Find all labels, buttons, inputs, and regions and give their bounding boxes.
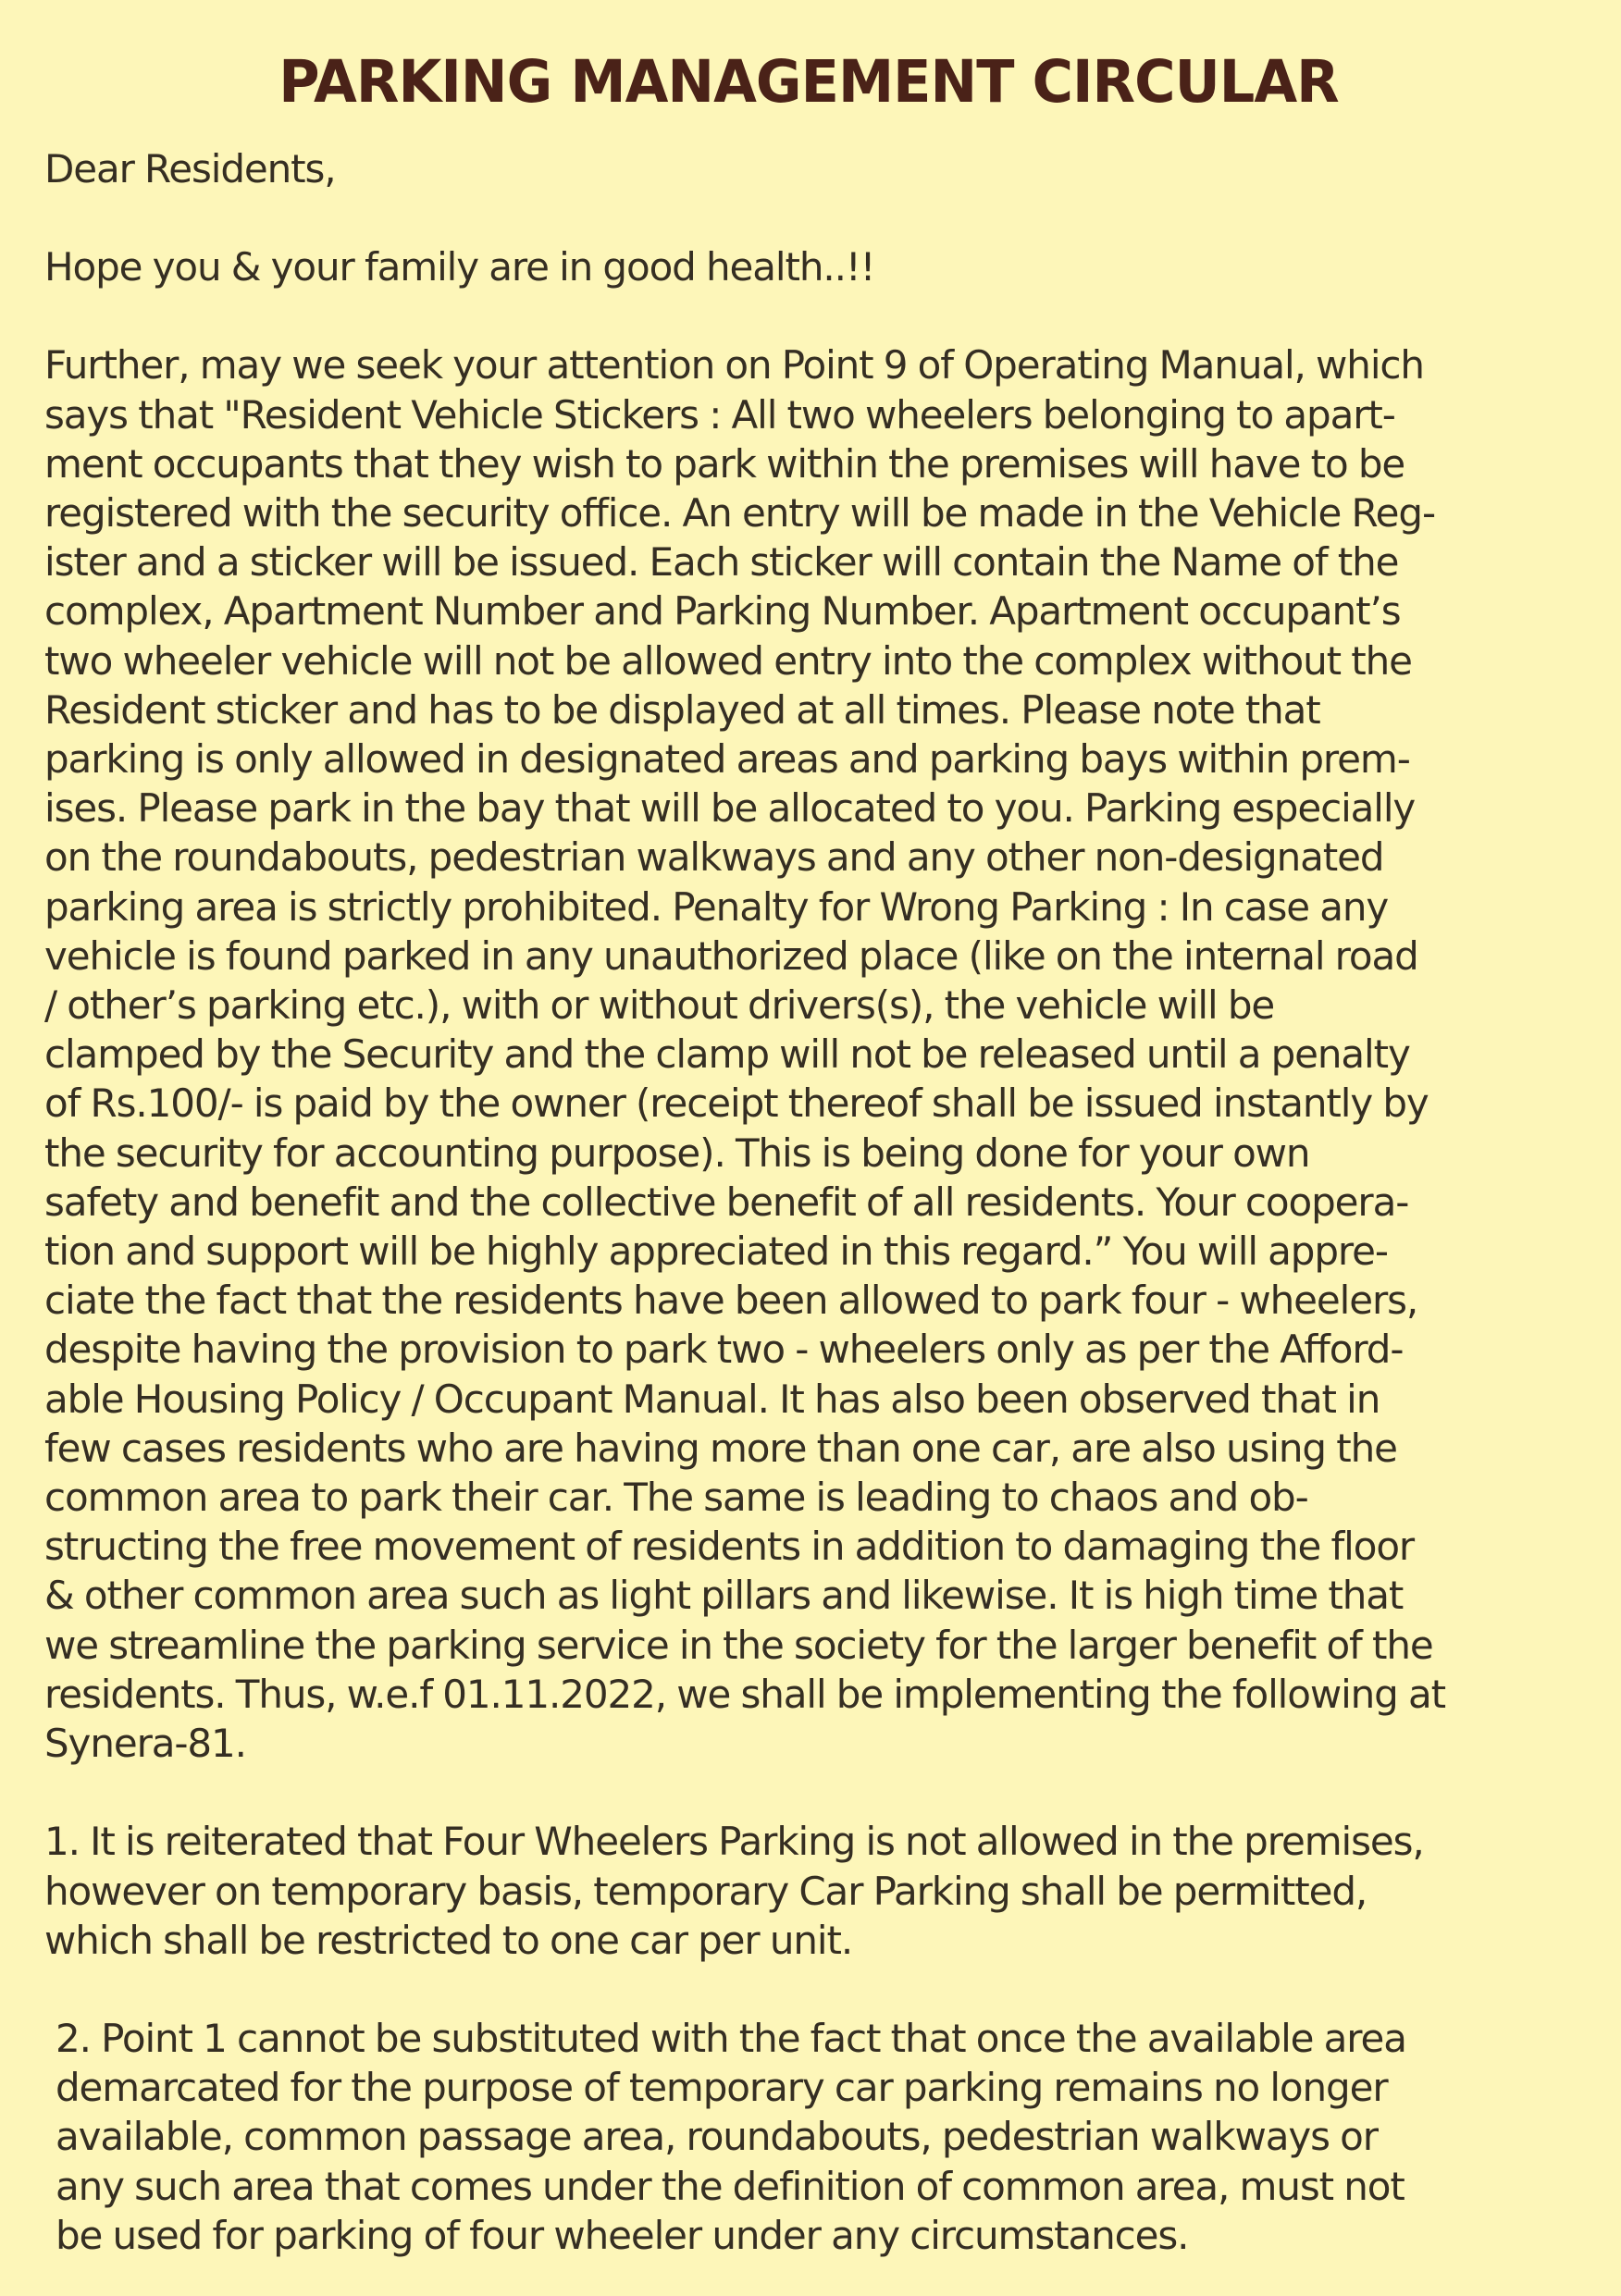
paragraph-line: ises. Please park in the bay that will be allocated to you. Parking especially: [44, 785, 1416, 832]
point-1-line: which shall be restricted to one car per unit.: [44, 1917, 853, 1963]
paragraph-line: able Housing Policy / Occupant Manual. It has also been observed that in: [44, 1376, 1380, 1422]
paragraph-line: ister and a sticker will be issued. Each sticker will contain the Name of the: [44, 539, 1399, 586]
paragraph-line: on the roundabouts, pedestrian walkways and any other non-designated: [44, 834, 1384, 881]
paragraph-line: parking is only allowed in designated areas and parking bays within prem-: [44, 736, 1410, 783]
point-2-line: 2. Point 1 cannot be substituted with the fact that once the available area: [56, 2015, 1406, 2061]
point-2-line: be used for parking of four wheeler under any circumstances.: [56, 2212, 1189, 2258]
paragraph-line: parking area is strictly prohibited. Penalty for Wrong Parking : In case any: [44, 883, 1389, 930]
point-2-line: available, common passage area, roundabouts, pedestrian walkways or: [56, 2114, 1378, 2160]
paragraph-line: safety and benefit and the collective benefit of all residents. Your coopera-: [44, 1179, 1409, 1225]
circular-title: PARKING MANAGEMENT CIRCULAR: [278, 48, 1339, 116]
point-2-line: demarcated for the purpose of temporary car parking remains no longer: [56, 2065, 1388, 2111]
paragraph-line: residents. Thus, w.e.f 01.11.2022, we shall be implementing the following at: [44, 1671, 1445, 1717]
paragraph-line: / other’s parking etc.), with or without drivers(s), the vehicle will be: [44, 982, 1275, 1029]
paragraph-line: two wheeler vehicle will not be allowed entry into the complex without the: [44, 637, 1412, 684]
paragraph-line: & other common area such as light pillars and likewise. It is high time that: [44, 1573, 1404, 1619]
paragraph-line: clamped by the Security and the clamp will not be released until a penalty: [44, 1031, 1410, 1078]
paragraph-line: Resident sticker and has to be displayed at all times. Please note that: [44, 686, 1320, 733]
paragraph-line: of Rs.100/- is paid by the owner (receipt thereof shall be issued instantly by: [44, 1080, 1429, 1127]
paragraph-line: the security for accounting purpose). This is being done for your own: [44, 1129, 1310, 1176]
paragraph-line: says that "Resident Vehicle Stickers : All two wheelers belonging to apart-: [44, 391, 1395, 438]
paragraph-line: ment occupants that they wish to park within the premises will have to be: [44, 440, 1405, 487]
paragraph-line: few cases residents who are having more than one car, are also using the: [44, 1425, 1397, 1471]
point-2: [44, 2014, 1573, 2260]
paragraph-line: despite having the provision to park two - wheelers only as per the Afford-: [44, 1327, 1404, 1373]
paragraph-line: structing the free movement of residents in addition to damaging the floor: [44, 1524, 1415, 1570]
circular-body: [44, 144, 1573, 2260]
point-2-line: any such area that comes under the definition of common area, must not: [56, 2163, 1404, 2209]
paragraph-line: complex, Apartment Number and Parking Number. Apartment occupant’s: [44, 588, 1401, 635]
paragraph-line: Synera-81.: [44, 1721, 246, 1767]
point-1-line: however on temporary basis, temporary Car Parking shall be permitted,: [44, 1868, 1367, 1914]
salutation: Dear Residents,: [44, 146, 336, 191]
point-1-line: 1. It is reiterated that Four Wheelers Parking is not allowed in the premises,: [44, 1819, 1424, 1865]
paragraph-line: tion and support will be highly appreciated in this regard.” You will appre-: [44, 1228, 1388, 1275]
main-paragraph: [44, 340, 1573, 1768]
point-1: [44, 1817, 1573, 1965]
paragraph-line: Further, may we seek your attention on Point 9 of Operating Manual, which: [44, 342, 1424, 389]
paragraph-line: ciate the fact that the residents have been allowed to park four - wheelers,: [44, 1278, 1418, 1324]
paragraph-line: we streamline the parking service in the society for the larger benefit of the: [44, 1622, 1433, 1668]
greeting: Hope you & your family are in good health..!!: [44, 244, 875, 290]
paragraph-line: vehicle is found parked in any unauthorized place (like on the internal road: [44, 932, 1418, 979]
paragraph-line: registered with the security office. An entry will be made in the Vehicle Reg-: [44, 490, 1436, 537]
paragraph-line: common area to park their car. The same is leading to chaos and ob-: [44, 1475, 1308, 1521]
